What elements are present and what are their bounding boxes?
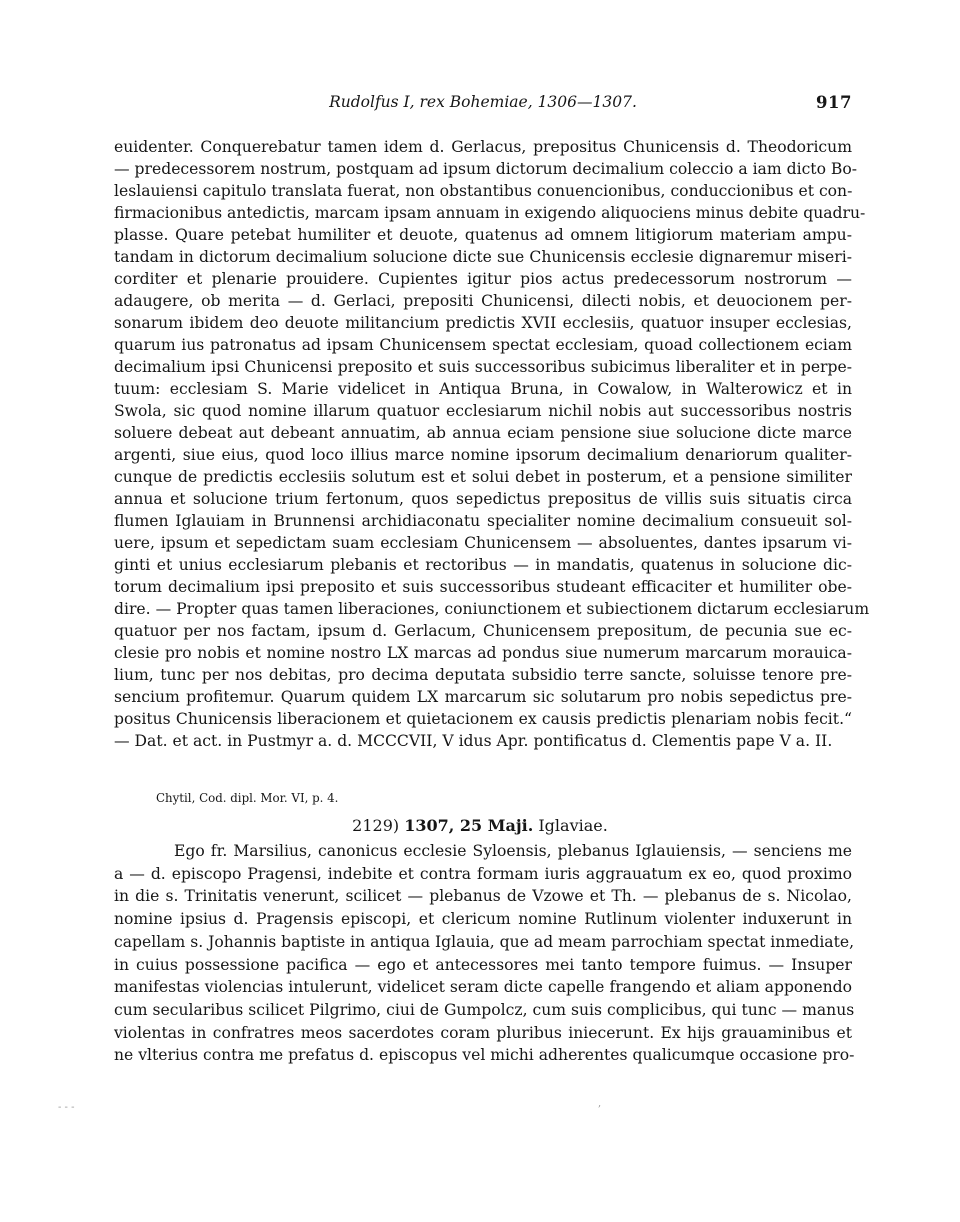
text-line: a — d. episcopo Pragensi, indebite et contra formam iuris aggrauatum ex eo, quod proximo <box>114 864 852 883</box>
text-line: quatuor per nos factam, ipsum d. Gerlacum, Chunicensem prepositum, de pecunia sue ec- <box>114 622 852 640</box>
text-line: Swola, sic quod nomine illarum quatuor ecclesiarum nichil nobis aut successoribus nostris <box>114 402 852 420</box>
text-line: cunque de predictis ecclesiis solutum est et solui debet in posterum, et a pensione similiter <box>114 468 852 486</box>
text-line: nomine ipsius d. Pragensis episcopi, et clericum nomine Rutlinum violenter induxerunt in <box>114 910 852 929</box>
text-line: tandam in dictorum decimalium solucione dicte sue Chunicensis ecclesie dignaremur miseri- <box>114 248 852 266</box>
text-line: argenti, siue eius, quod loco illius marce nomine ipsorum decimalium denariorum qualiter- <box>114 446 852 464</box>
text-line: sonarum ibidem deo deuote militancium predictis XVII ecclesiis, quatuor insuper ecclesias, <box>114 314 852 332</box>
running-title: Rudolfus I, rex Bohemiae, 1306—1307. <box>329 93 637 111</box>
page-number: 917 <box>816 93 852 112</box>
text-line: leslauiensi capitulo translata fuerat, non obstantibus conuencionibus, conduccionibus et con- <box>114 182 853 200</box>
text-line: tuum: ecclesiam S. Marie videlicet in Antiqua Bruna, in Cowalow, in Walterowicz et in <box>114 380 852 398</box>
text-line: dire. — Propter quas tamen liberaciones, coniunctionem et subiectionem dictarum ecclesiarum <box>114 600 870 618</box>
text-line: uere, ipsum et sepedictam suam ecclesiam Chunicensem — absoluentes, dantes ipsarum vi- <box>114 534 852 552</box>
text-line: ne vlterius contra me prefatus d. episcopus vel michi adherentes qualicumque occasione pro- <box>114 1046 855 1065</box>
source-citation: Chytil, Cod. dipl. Mor. VI, p. 4. <box>156 791 339 805</box>
text-line: plasse. Quare petebat humiliter et deuote, quatenus ad omnem litigiorum materiam ampu- <box>114 226 852 244</box>
text-line: adaugere, ob merita — d. Gerlaci, prepositi Chunicensi, dilecti nobis, et deuocionem per- <box>114 292 852 310</box>
entry-heading <box>0 816 960 835</box>
scan-speck: , <box>598 1098 602 1109</box>
entry-date: 1307, 25 Maji. <box>404 816 534 835</box>
text-line: quarum ius patronatus ad ipsam Chunicensem spectat ecclesiam, quoad collectionem eciam <box>114 336 852 354</box>
text-line: capellam s. Johannis baptiste in antiqua Iglauia, que ad meam parrochiam spectat inmediate, <box>114 932 855 951</box>
entry-number: 2129) <box>352 816 400 835</box>
text-line: torum decimalium ipsi preposito et suis successoribus studeant efficaciter et humiliter obe- <box>114 578 852 596</box>
text-line: clesie pro nobis et nomine nostro LX marcas ad pondus siue numerum marcarum morauica- <box>114 644 852 662</box>
text-line: — predecessorem nostrum, postquam ad ipsum dictorum decimalium coleccio a iam dicto Bo- <box>114 160 858 178</box>
text-line: in cuius possessione pacifica — ego et antecessores mei tanto tempore fuimus. — Insuper <box>114 955 852 974</box>
running-header <box>114 93 852 117</box>
text-line: euidenter. Conquerebatur tamen idem d. Gerlacus, prepositus Chunicensis d. Theodoricum <box>114 138 852 156</box>
text-line: flumen Iglauiam in Brunnensi archidiaconatu specialiter nomine decimalium consueuit sol- <box>114 512 852 530</box>
text-line: sencium profitemur. Quarum quidem LX marcarum sic solutarum pro nobis sepedictus pre- <box>114 688 852 706</box>
text-line: ginti et unius ecclesiarum plebanis et rectoribus — in mandatis, quatenus in solucione dic- <box>114 556 852 574</box>
text-line: corditer et plenarie prouidere. Cupientes igitur pios actus predecessorum nostrorum — <box>114 270 852 288</box>
text-line: positus Chunicensis liberacionem et quietacionem ex causis predictis plenariam nobis fecit.“ <box>114 710 852 728</box>
text-line: in die s. Trinitatis venerunt, scilicet — plebanus de Vzowe et Th. — plebanus de s. Nicolao, <box>114 887 852 906</box>
text-line: violentas in confratres meos sacerdotes coram pluribus iniecerunt. Ex hijs grauaminibus et <box>114 1023 852 1042</box>
text-line: Ego fr. Marsilius, canonicus ecclesie Syloensis, plebanus Iglauiensis, — senciens me <box>174 842 852 860</box>
entry-place: Iglaviae. <box>538 816 608 835</box>
text-line: — Dat. et act. in Pustmyr a. d. MCCCVII, V idus Apr. pontificatus d. Clementis pape V a. II. <box>114 732 833 750</box>
text-line: lium, tunc per nos debitas, pro decima deputata subsidio terre sancte, soluisse tenore pre- <box>114 666 852 684</box>
text-line: cum secularibus scilicet Pilgrimo, ciui de Gumpolcz, cum suis complicibus, qui tunc — manus <box>114 1000 855 1019</box>
scan-speck: - - - <box>58 1102 75 1113</box>
text-line: annua et solucione trium fertonum, quos sepedictus prepositus de villis suis situatis circa <box>114 490 852 508</box>
text-line: firmacionibus antedictis, marcam ipsam annuam in exigendo aliquociens minus debite quadru- <box>114 204 866 222</box>
text-line: decimalium ipsi Chunicensi preposito et suis successoribus subicimus liberaliter et in perpe- <box>114 358 852 376</box>
text-line: soluere debeat aut debeant annuatim, ab annua eciam pensione siue solucione dicte marce <box>114 424 852 442</box>
text-line: manifestas violencias intulerunt, videlicet seram dicte capelle frangendo et aliam apponendo <box>114 978 852 997</box>
